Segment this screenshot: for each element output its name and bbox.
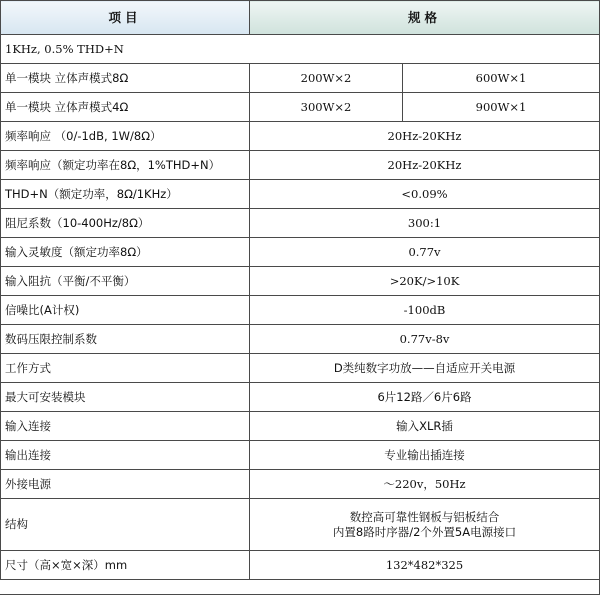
row-label: 信噪比(A计权) <box>1 296 250 325</box>
row-value: 0.77v <box>250 238 600 267</box>
table-row <box>1 180 600 209</box>
table-row <box>1 93 600 122</box>
row-value: -100dB <box>250 296 600 325</box>
row-label: 输入连接 <box>1 412 250 441</box>
row-label: 数码压限控制系数 <box>1 325 250 354</box>
row-label: 阻尼系数（10-400Hz/8Ω） <box>1 209 250 238</box>
row-value: 300:1 <box>250 209 600 238</box>
row-label: 输入阻抗（平衡/不平衡） <box>1 267 250 296</box>
table-row <box>1 64 600 93</box>
row-value-a: 300W×2 <box>250 93 403 122</box>
row-label: THD+N（额定功率，8Ω/1KHz） <box>1 180 250 209</box>
row-value <box>250 499 600 551</box>
header-row <box>1 1 600 35</box>
table-row <box>1 325 600 354</box>
row-label: 输出连接 <box>1 441 250 470</box>
section-title: 1KHz, 0.5% THD+N <box>1 35 600 64</box>
row-label: 单一模块 立体声模式8Ω <box>1 64 250 93</box>
table-row <box>1 151 600 180</box>
row-value: >20K/>10K <box>250 267 600 296</box>
table-row <box>1 209 600 238</box>
table-row <box>1 470 600 499</box>
row-value-a: 200W×2 <box>250 64 403 93</box>
table-row <box>1 122 600 151</box>
table-row <box>1 354 600 383</box>
row-label: 工作方式 <box>1 354 250 383</box>
table-row <box>1 551 600 580</box>
row-label: 结构 <box>1 499 250 551</box>
row-value-line1: 数控高可靠性钢板与铝板结合 <box>349 510 500 525</box>
row-label: 尺寸（高×宽×深）mm <box>1 551 250 580</box>
row-label: 频率响应 （0/-1dB, 1W/8Ω） <box>1 122 250 151</box>
row-value: 20Hz-20KHz <box>250 151 600 180</box>
row-value-line2: 内置8路时序器/2个外置5A电源接口 <box>332 524 517 539</box>
row-label: 频率响应（额定功率在8Ω，1%THD+N） <box>1 151 250 180</box>
table-row <box>1 238 600 267</box>
row-value: 20Hz-20KHz <box>250 122 600 151</box>
row-label: 单一模块 立体声模式4Ω <box>1 93 250 122</box>
table-row <box>1 383 600 412</box>
table-row <box>1 412 600 441</box>
row-value: 输入XLR插 <box>250 412 600 441</box>
row-value: 0.77v-8v <box>250 325 600 354</box>
row-value: D类纯数字功放——自适应开关电源 <box>250 354 600 383</box>
header-spec: 规格 <box>250 1 600 35</box>
row-value: <0.09% <box>250 180 600 209</box>
row-value: ～220v，50Hz <box>250 470 600 499</box>
table-row <box>1 441 600 470</box>
row-value-b: 900W×1 <box>403 93 600 122</box>
row-value: 6片12路／6片6路 <box>250 383 600 412</box>
row-value-b: 600W×1 <box>403 64 600 93</box>
section-row <box>1 35 600 64</box>
header-item: 项目 <box>1 1 250 35</box>
table-row <box>1 296 600 325</box>
table-row <box>1 499 600 551</box>
table-row <box>1 267 600 296</box>
row-value: 专业输出插连接 <box>250 441 600 470</box>
row-label: 输入灵敏度（额定功率8Ω） <box>1 238 250 267</box>
row-label: 外接电源 <box>1 470 250 499</box>
row-label: 最大可安装模块 <box>1 383 250 412</box>
row-value: 132*482*325 <box>250 551 600 580</box>
